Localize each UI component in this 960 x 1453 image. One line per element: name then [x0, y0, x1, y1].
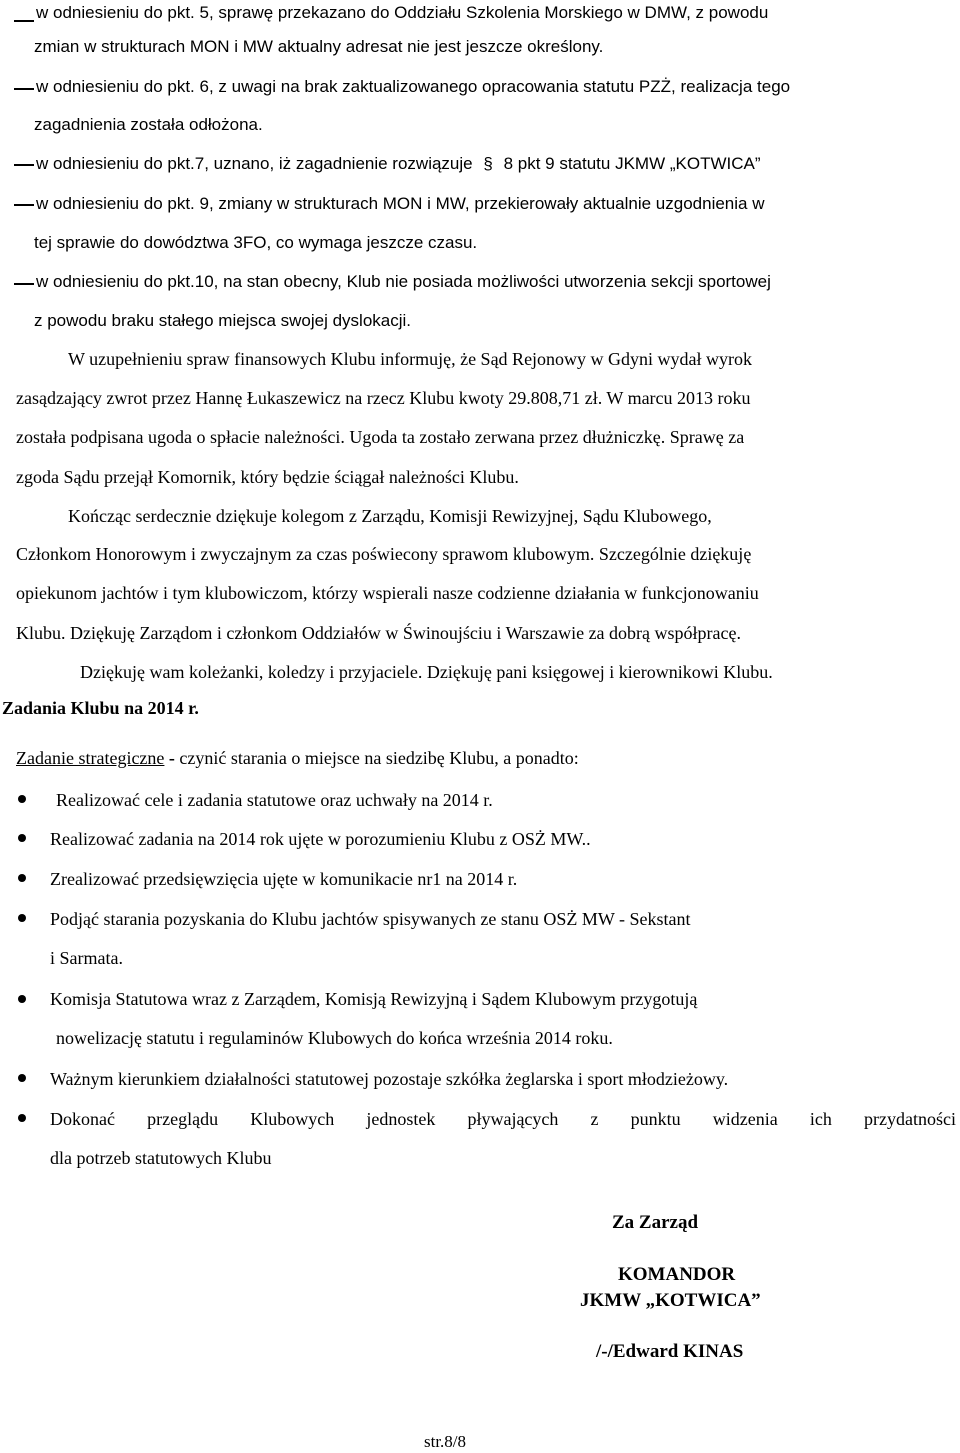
finance-line-2: zasądzający zwrot przez Hannę Łukaszewicz na rzecz Klubu kwoty 29.808,71 zł. W marcu 2013 roku — [16, 388, 751, 408]
tasks-heading: Zadania Klubu na 2014 r. — [2, 698, 199, 718]
bullet-item-2: Realizować zadania na 2014 rok ujęte w porozumieniu Klubu z OSŻ MW.. — [50, 829, 591, 849]
finance-line-3: została podpisana ugoda o spłacie należności. Ugoda ta zostało zerwana przez dłużniczkę. Sprawę za — [16, 427, 745, 447]
finance-line-4: zgoda Sądu przejął Komornik, który będzie ściągał należności Klubu. — [16, 467, 519, 487]
thanks-line-5: Dziękuję wam koleżanki, koledzy i przyjaciele. Dziękuję pani księgowej i kierownikowi Klubu. — [80, 662, 773, 682]
dash-item-10-line2: z powodu braku stałego miejsca swojej dyslokacji. — [34, 311, 412, 330]
signature-title: KOMANDOR — [618, 1264, 736, 1285]
bullet-marker — [18, 834, 26, 842]
dash-item-6-line2: zagadnienia została odłożona. — [34, 115, 263, 134]
thanks-line-4: Klubu. Dziękuję Zarządom i członkom Oddziałów w Świnoujściu i Warszawie za dobrą współpracę. — [16, 623, 742, 643]
dash-item-5-line2: zmian w strukturach MON i MW aktualny adresat nie jest jeszcze określony. — [34, 37, 604, 56]
bullet-item-4-line2: i Sarmata. — [50, 948, 123, 968]
bullet-item-5-line1: Komisja Statutowa wraz z Zarządem, Komisją Rewizyjną i Sądem Klubowym przygotują — [50, 989, 698, 1009]
dash-marker — [14, 20, 34, 22]
strategic-label: Zadanie strategiczne — [16, 748, 165, 768]
signature-for-board: Za Zarząd — [612, 1212, 699, 1233]
signature-name: /-/Edward KINAS — [596, 1341, 744, 1362]
bullet-item-6: Ważnym kierunkiem działalności statutowej pozostaje szkółka żeglarska i sport młodzieżowy. — [50, 1069, 729, 1089]
bullet-item-7-line2: dla potrzeb statutowych Klubu — [50, 1148, 272, 1168]
bullet-item-3: Zrealizować przedsięwzięcia ujęte w komunikacie nr1 na 2014 r. — [50, 869, 518, 889]
strategic-text: czynić starania o miejsce na siedzibę Klubu, a ponadto: — [179, 748, 579, 768]
dash-marker — [14, 283, 34, 285]
bullet-item-1: Realizować cele i zadania statutowe oraz uchwały na 2014 r. — [56, 790, 493, 810]
dash-item-7-text: w odniesieniu do pkt.7, uznano, iż zagadnienie rozwiązuje — [36, 154, 473, 173]
dash-item-6-line1: w odniesieniu do pkt. 6, z uwagi na brak zaktualizowanego opracowania statutu PZŻ, realizacja tego — [36, 77, 791, 96]
dash-marker — [14, 204, 34, 206]
bullet-marker — [18, 914, 26, 922]
dash-item-7-ref: 8 pkt 9 statutu JKMW „KOTWICA” — [503, 154, 761, 173]
bullet-marker — [18, 1114, 26, 1122]
strategic-task-line — [16, 747, 579, 769]
finance-line-1: W uzupełnieniu spraw finansowych Klubu informuję, że Sąd Rejonowy w Gdyni wydał wyrok — [68, 349, 753, 369]
bullet-item-5-line2: nowelizację statutu i regulaminów Klubowych do końca września 2014 roku. — [56, 1028, 613, 1048]
signature-club: JKMW „KOTWICA” — [580, 1290, 761, 1311]
dash-item-5-line1: w odniesieniu do pkt. 5, sprawę przekazano do Oddziału Szkolenia Morskiego w DMW, z powodu — [36, 3, 769, 22]
thanks-line-3: opiekunom jachtów i tym klubowiczom, którzy wspierali nasze codzienne działania w funkcjonowaniu — [16, 583, 759, 603]
dash-item-10-line1: w odniesieniu do pkt.10, na stan obecny, Klub nie posiada możliwości utworzenia sekcji sportowej — [36, 272, 771, 291]
bullet-marker — [18, 795, 26, 803]
bullet-marker — [18, 995, 26, 1003]
dash-item-9-line1: w odniesieniu do pkt. 9, zmiany w strukturach MON i MW, przekierowały aktualnie uzgodnienia w — [36, 194, 765, 213]
bullet-item-4-line1: Podjąć starania pozyskania do Klubu jachtów spisywanych ze stanu OSŻ MW - Sekstant — [50, 909, 691, 929]
dash-marker — [14, 164, 34, 166]
dash-marker — [14, 88, 34, 90]
section-sign: § — [483, 154, 493, 173]
strategic-separator: - — [164, 748, 180, 768]
bullet-marker — [18, 1074, 26, 1082]
dash-item-7 — [36, 153, 761, 175]
bullet-marker — [18, 874, 26, 882]
thanks-line-2: Członkom Honorowym i zwyczajnym za czas poświecony sprawom klubowym. Szczególnie dziękuję — [16, 544, 752, 564]
dash-item-9-line2: tej sprawie do dowództwa 3FO, co wymaga jeszcze czasu. — [34, 233, 478, 252]
bullet-item-7-line1: Dokonać przeglądu Klubowych jednostek pływających z punktu widzenia ich przydatności — [50, 1109, 956, 1129]
page-number: str.8/8 — [424, 1432, 467, 1451]
thanks-line-1: Kończąc serdecznie dziękuje kolegom z Zarządu, Komisji Rewizyjnej, Sądu Klubowego, — [68, 506, 712, 526]
